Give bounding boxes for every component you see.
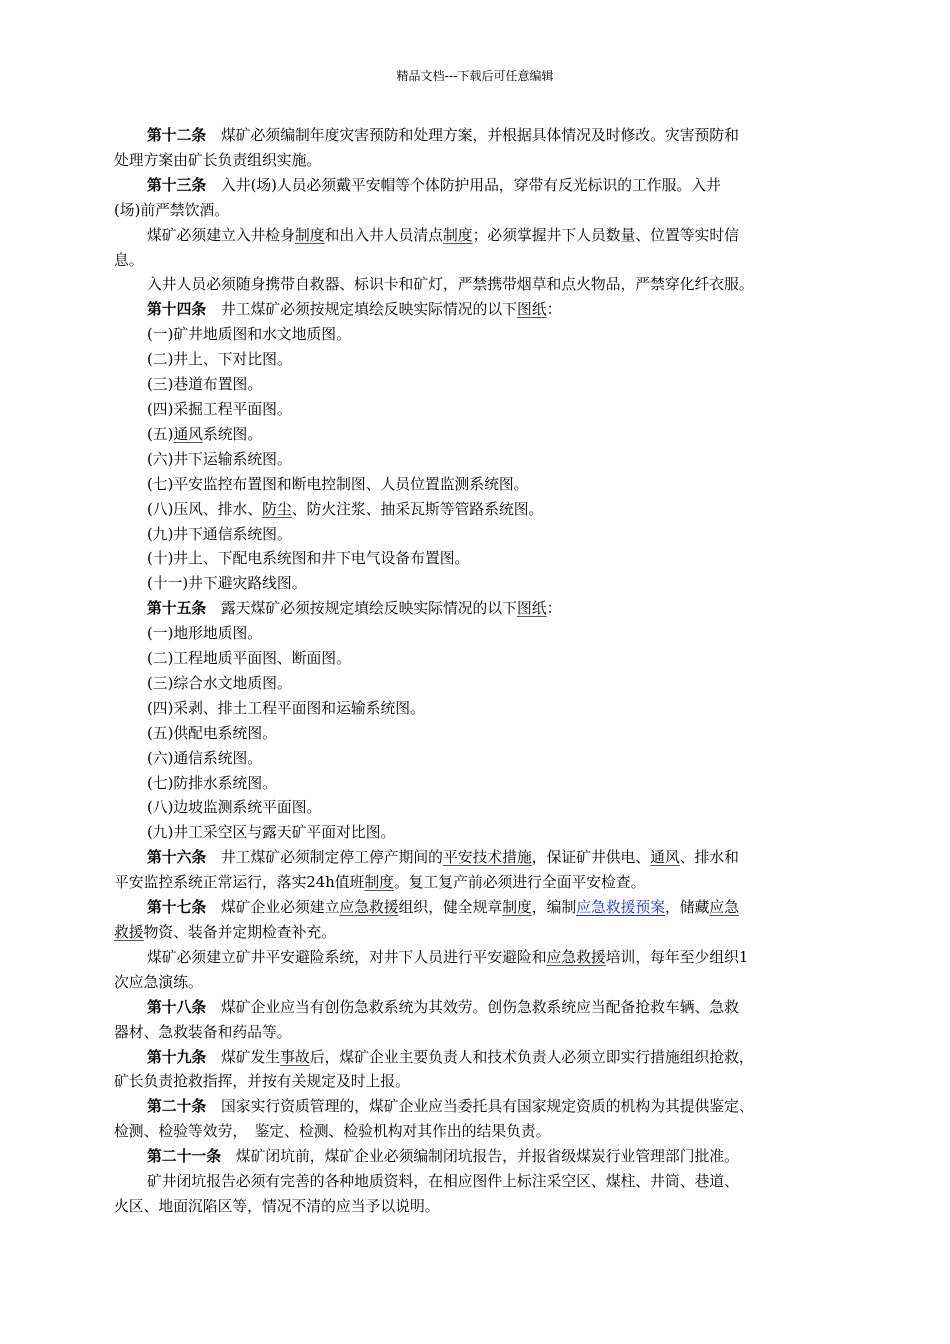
line-3	[114, 174, 834, 199]
text-run: (八)压风、排水、	[147, 500, 263, 518]
text-run: 国家实行资质管理的，煤矿企业应当委托具有国家规定资质的机构为其提供鉴定、	[206, 1098, 754, 1116]
text-run: (十一)井下避灾路线图。	[147, 575, 307, 593]
text-run: 露天煤矿必须按规定填绘反映实际情况的以下	[206, 600, 517, 618]
text-run: (四)采剥、排土工程平面图和运输系统图。	[147, 699, 425, 717]
line-1	[114, 124, 834, 149]
article-number: 第二十一条	[147, 1148, 221, 1166]
term-link[interactable]: 防尘	[262, 500, 292, 518]
text-run: (五)	[147, 425, 174, 443]
text-run: (七)平安监控布置图和断电控制图、人员位置监测系统图。	[147, 475, 529, 493]
text-run: (二)工程地质平面图、断面图。	[147, 650, 351, 668]
line-41	[114, 1120, 834, 1145]
text-run: 煤矿发生	[206, 1048, 281, 1066]
line-11	[114, 373, 834, 398]
text-run: (五)供配电系统图。	[147, 724, 277, 742]
term-link[interactable]: 制度	[502, 899, 532, 917]
text-run: 系统图。	[202, 425, 263, 443]
line-27	[114, 772, 834, 797]
term-link[interactable]: 应急	[709, 899, 740, 917]
text-run: (九)井工采空区与露天矿平面对比图。	[147, 824, 396, 842]
line-38	[114, 1046, 834, 1071]
text-run: 井工煤矿必须制定停工停产期间的	[206, 849, 443, 867]
text-run: (八)边坡监测系统平面图。	[147, 799, 322, 817]
text-run: (二)井上、下对比图。	[147, 351, 292, 369]
text-run: ，编制	[531, 899, 577, 917]
line-7	[114, 273, 834, 298]
line-43	[114, 1170, 834, 1195]
term-link[interactable]: 图纸	[516, 301, 547, 319]
line-34	[114, 946, 834, 971]
line-36	[114, 996, 834, 1021]
line-12	[114, 398, 834, 423]
line-4	[114, 199, 834, 224]
page-header: 精品文档---下载后可任意编辑	[396, 69, 554, 83]
text-run: 煤矿企业应当有创伤急救系统为其效劳。创伤急救系统应当配备抢救车辆、急救	[206, 998, 739, 1016]
text-run: 物资、装备并定期检查补充。	[143, 924, 336, 941]
text-run: (三)综合水文地质图。	[147, 674, 292, 692]
line-33	[114, 921, 834, 946]
line-18	[114, 547, 834, 572]
article-number: 第十六条	[147, 849, 207, 867]
article-number: 第十八条	[147, 998, 207, 1016]
line-44	[114, 1195, 834, 1220]
text-run: 处理方案由矿长负责组织实施。	[114, 151, 322, 169]
text-run: 矿井闭坑报告必须有完善的各种地质资料，在相应图件上标注采空区、煤柱、井筒、巷道、	[147, 1173, 739, 1191]
term-link[interactable]: 图纸	[516, 600, 547, 618]
line-19	[114, 572, 834, 597]
text-run: 。复工复产前必须进行全面平安检查。	[393, 874, 646, 892]
line-25	[114, 722, 834, 747]
text-run: 息。	[114, 251, 144, 269]
line-42	[114, 1145, 834, 1170]
line-32	[114, 896, 834, 921]
text-run: 器材、急救装备和药品等。	[114, 1023, 292, 1041]
term-link[interactable]: 救援	[114, 924, 144, 941]
line-6	[114, 249, 834, 274]
text-run: (一)地形地质图。	[147, 625, 263, 643]
line-26	[114, 747, 834, 772]
text-run: 煤矿闭坑前，煤矿企业必须编制闭坑报告，并报省级煤炭行业管理部门批准。	[221, 1148, 739, 1166]
line-30	[114, 846, 834, 871]
line-29	[114, 821, 834, 846]
term-link[interactable]: 平安技术措施	[442, 849, 532, 867]
text-run: 入井人员必须随身携带自救器、标识卡和矿灯，严禁携带烟草和点火物品，严禁穿化纤衣服。	[147, 276, 754, 294]
text-run: 煤矿必须建立矿井平安避险系统，对井下人员进行平安避险和	[147, 948, 547, 966]
text-run: 煤矿必须编制年度灾害预防和处理方案，并根据具体情况及时修改。灾害预防和	[206, 127, 739, 144]
line-5	[114, 224, 834, 249]
line-9	[114, 323, 834, 348]
article-number: 第十七条	[147, 899, 207, 917]
text-run: ：	[546, 600, 562, 618]
line-37	[114, 1021, 834, 1046]
text-run: 煤矿必须建立入井检身	[147, 226, 295, 244]
text-run: 火区、地面沉陷区等，情况不清的应当予以说明。	[114, 1197, 440, 1215]
term-link[interactable]: 事故	[280, 1048, 310, 1066]
line-20	[114, 597, 834, 622]
line-10	[114, 348, 834, 373]
line-24	[114, 697, 834, 722]
term-link[interactable]: 通风	[173, 425, 203, 443]
term-link[interactable]: 应急救援	[546, 948, 606, 966]
text-run: 、防火注浆、抽采瓦斯等管路系统图。	[291, 500, 544, 518]
text-run: ，保证矿井供电、	[531, 849, 651, 867]
text-run: 和出入井人员清点	[324, 226, 443, 244]
text-run: (三)巷道布置图。	[147, 376, 263, 394]
text-run: 后，煤矿企业主要负责人和技术负责人必须立即实行措施组织抢救，	[309, 1048, 754, 1066]
text-run: (场)前严禁饮酒。	[114, 201, 230, 219]
line-2	[114, 149, 834, 174]
text-run: (十)井上、下配电系统图和井下电气设备布置图。	[147, 550, 470, 568]
term-link[interactable]: 通风	[650, 849, 680, 867]
text-run: 、排水和	[679, 849, 739, 867]
hyperlink[interactable]: 应急救援预案	[576, 899, 665, 917]
article-number: 第十二条	[147, 127, 207, 144]
line-21	[114, 622, 834, 647]
term-link[interactable]: 制度	[294, 226, 325, 244]
text-run: 井工煤矿必须按规定填绘反映实际情况的以下	[206, 301, 517, 319]
article-number: 第十五条	[147, 600, 207, 618]
line-28	[114, 796, 834, 821]
text-run: (六)井下运输系统图。	[147, 450, 292, 468]
text-run: 入井(场)人员必须戴平安帽等个体防护用品，穿带有反光标识的工作服。入井	[206, 176, 721, 194]
document-body	[114, 124, 834, 1220]
line-14	[114, 448, 834, 473]
text-run: 平安监控系统正常运行，落实24h值班	[114, 874, 365, 892]
text-run: 检测、检验等效劳， 鉴定、检测、检验机构对其作出的结果负责。	[114, 1123, 551, 1141]
article-number: 第十九条	[147, 1048, 207, 1066]
text-run: (一)矿井地质图和水文地质图。	[147, 326, 351, 344]
text-run: ，储藏	[665, 899, 710, 917]
text-run: ；必须掌握井下人员数量、位置等实时信	[472, 226, 739, 244]
article-number: 第十三条	[147, 176, 207, 194]
text-run: 矿长负责抢救指挥，并按有关规定及时上报。	[114, 1073, 410, 1091]
text-run: 组织，健全规章	[398, 899, 503, 917]
text-run: (九)井下通信系统图。	[147, 525, 292, 543]
line-16	[114, 498, 834, 523]
term-link[interactable]: 制度	[442, 226, 473, 244]
line-17	[114, 523, 834, 548]
line-15	[114, 473, 834, 498]
line-13	[114, 423, 834, 448]
line-31	[114, 871, 834, 896]
line-23	[114, 672, 834, 697]
article-number: 第十四条	[147, 301, 207, 319]
text-run: (六)通信系统图。	[147, 749, 263, 767]
article-number: 第二十条	[147, 1098, 207, 1116]
text-run: ：	[546, 301, 562, 319]
text-run: 次应急演练。	[114, 973, 203, 991]
line-35	[114, 971, 834, 996]
line-22	[114, 647, 834, 672]
text-run: 培训，每年至少组织1	[605, 948, 749, 966]
term-link[interactable]: 应急救援	[339, 899, 399, 917]
text-run: (四)采掘工程平面图。	[147, 400, 292, 418]
line-39	[114, 1070, 834, 1095]
line-8	[114, 298, 834, 323]
text-run: (七)防排水系统图。	[147, 774, 277, 792]
text-run: 煤矿企业必须建立	[206, 899, 340, 917]
term-link[interactable]: 制度	[364, 874, 394, 892]
line-40	[114, 1095, 834, 1120]
